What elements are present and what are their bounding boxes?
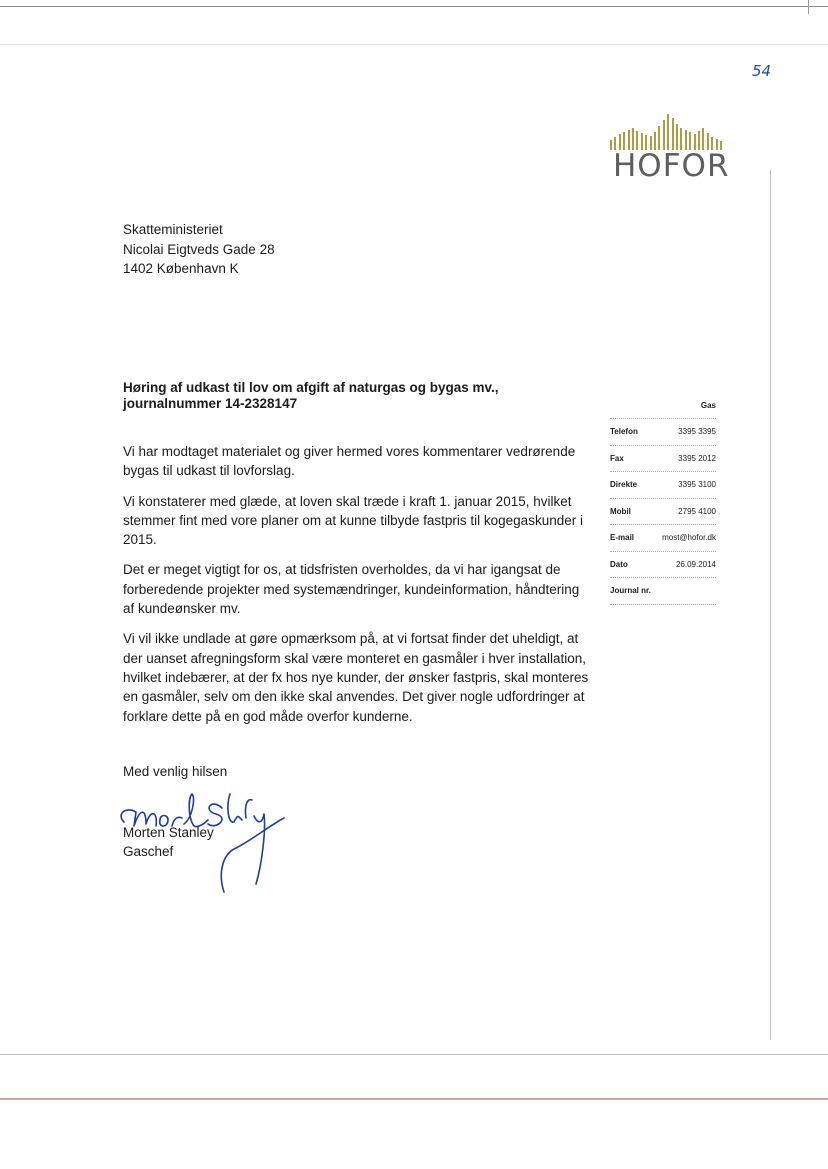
contact-value: 2795 4100: [678, 506, 716, 516]
signer-name: Morten Stanley: [123, 825, 214, 840]
contact-row: [610, 445, 716, 472]
recipient-line: 1402 København K: [123, 261, 239, 276]
contact-panel: [610, 400, 716, 605]
logo-bars-icon: [610, 110, 726, 150]
scan-line: [0, 44, 828, 45]
contact-label: E-mail: [610, 533, 635, 543]
contact-value: most@hofor.dk: [662, 533, 716, 543]
contact-row: [610, 498, 716, 525]
contact-label: Journal nr.: [610, 586, 651, 596]
contact-label: Dato: [610, 559, 628, 569]
contact-label: Mobil: [610, 506, 631, 516]
scan-edge-bottom: [0, 1098, 828, 1100]
contact-row: [610, 418, 716, 445]
recipient-line: Nicolai Eigtveds Gade 28: [123, 241, 275, 257]
contact-value: 3395 3100: [678, 480, 716, 490]
scan-line: [0, 1054, 828, 1055]
scan-edge-right: [770, 170, 771, 1040]
contact-value: 26.09.2014: [675, 559, 716, 569]
contact-row: [610, 577, 716, 605]
contact-row: [610, 471, 716, 498]
body-paragraph: Vi vil ikke undlade at gøre opmærksom på, at vi fortsat finder det uheldigt, at der uanset afregningsform skal være monteret en gasmåler i hver installation, hvilket indebærer, at der fx hos nye kunder, der ønsker fastpris, skal monteres en gasmåler, selv om den ikke skal anvendes. Det giver nogle udfordringer at forklare dette på en god måde overfor kunderne.: [123, 631, 589, 724]
page-number: 54: [752, 62, 772, 80]
scan-edge-mark: [808, 0, 809, 14]
recipient-address: [123, 220, 275, 279]
body-paragraph: Vi har modtaget materialet og giver hermed vores kommentarer vedrørende bygas til udkast til lovforslag.: [123, 444, 576, 479]
contact-label: Fax: [610, 453, 624, 463]
contact-label: Direkte: [610, 480, 638, 490]
letter-body: [123, 442, 593, 737]
signer-title: Gaschef: [123, 844, 174, 859]
body-paragraph: Vi konstaterer med glæde, at loven skal træde i kraft 1. januar 2015, hvilket stemmer fint med vore planer om at kunne tilbyde fastpris til kogegaskunder i 2015.: [123, 493, 583, 548]
subject-heading: [123, 380, 499, 412]
contact-header: Gas: [700, 401, 716, 410]
closing-text: Med venlig hilsen: [123, 764, 228, 779]
logo-text: HOFOR: [613, 148, 730, 184]
scan-edge-top: [0, 6, 828, 7]
body-paragraph: Det er meget vigtigt for os, at tidsfristen overholdes, da vi har igangsat de forberedende projekter med systemændringer, kundeinformation, håndtering af kundeønsker mv.: [123, 562, 580, 617]
contact-label: Telefon: [610, 427, 638, 437]
contact-row: [610, 524, 716, 551]
recipient-line: Skatteministeriet: [123, 222, 223, 237]
contact-value: 3395 3395: [678, 427, 716, 437]
subject-line: Høring af udkast til lov om afgift af naturgas og bygas mv.,: [123, 380, 499, 395]
hofor-logo: [610, 110, 730, 184]
subject-line: journalnummer 14-2328147: [123, 396, 298, 411]
contact-row: [610, 551, 716, 578]
contact-value: 3395 2012: [678, 453, 716, 463]
signer-block: [123, 823, 214, 861]
